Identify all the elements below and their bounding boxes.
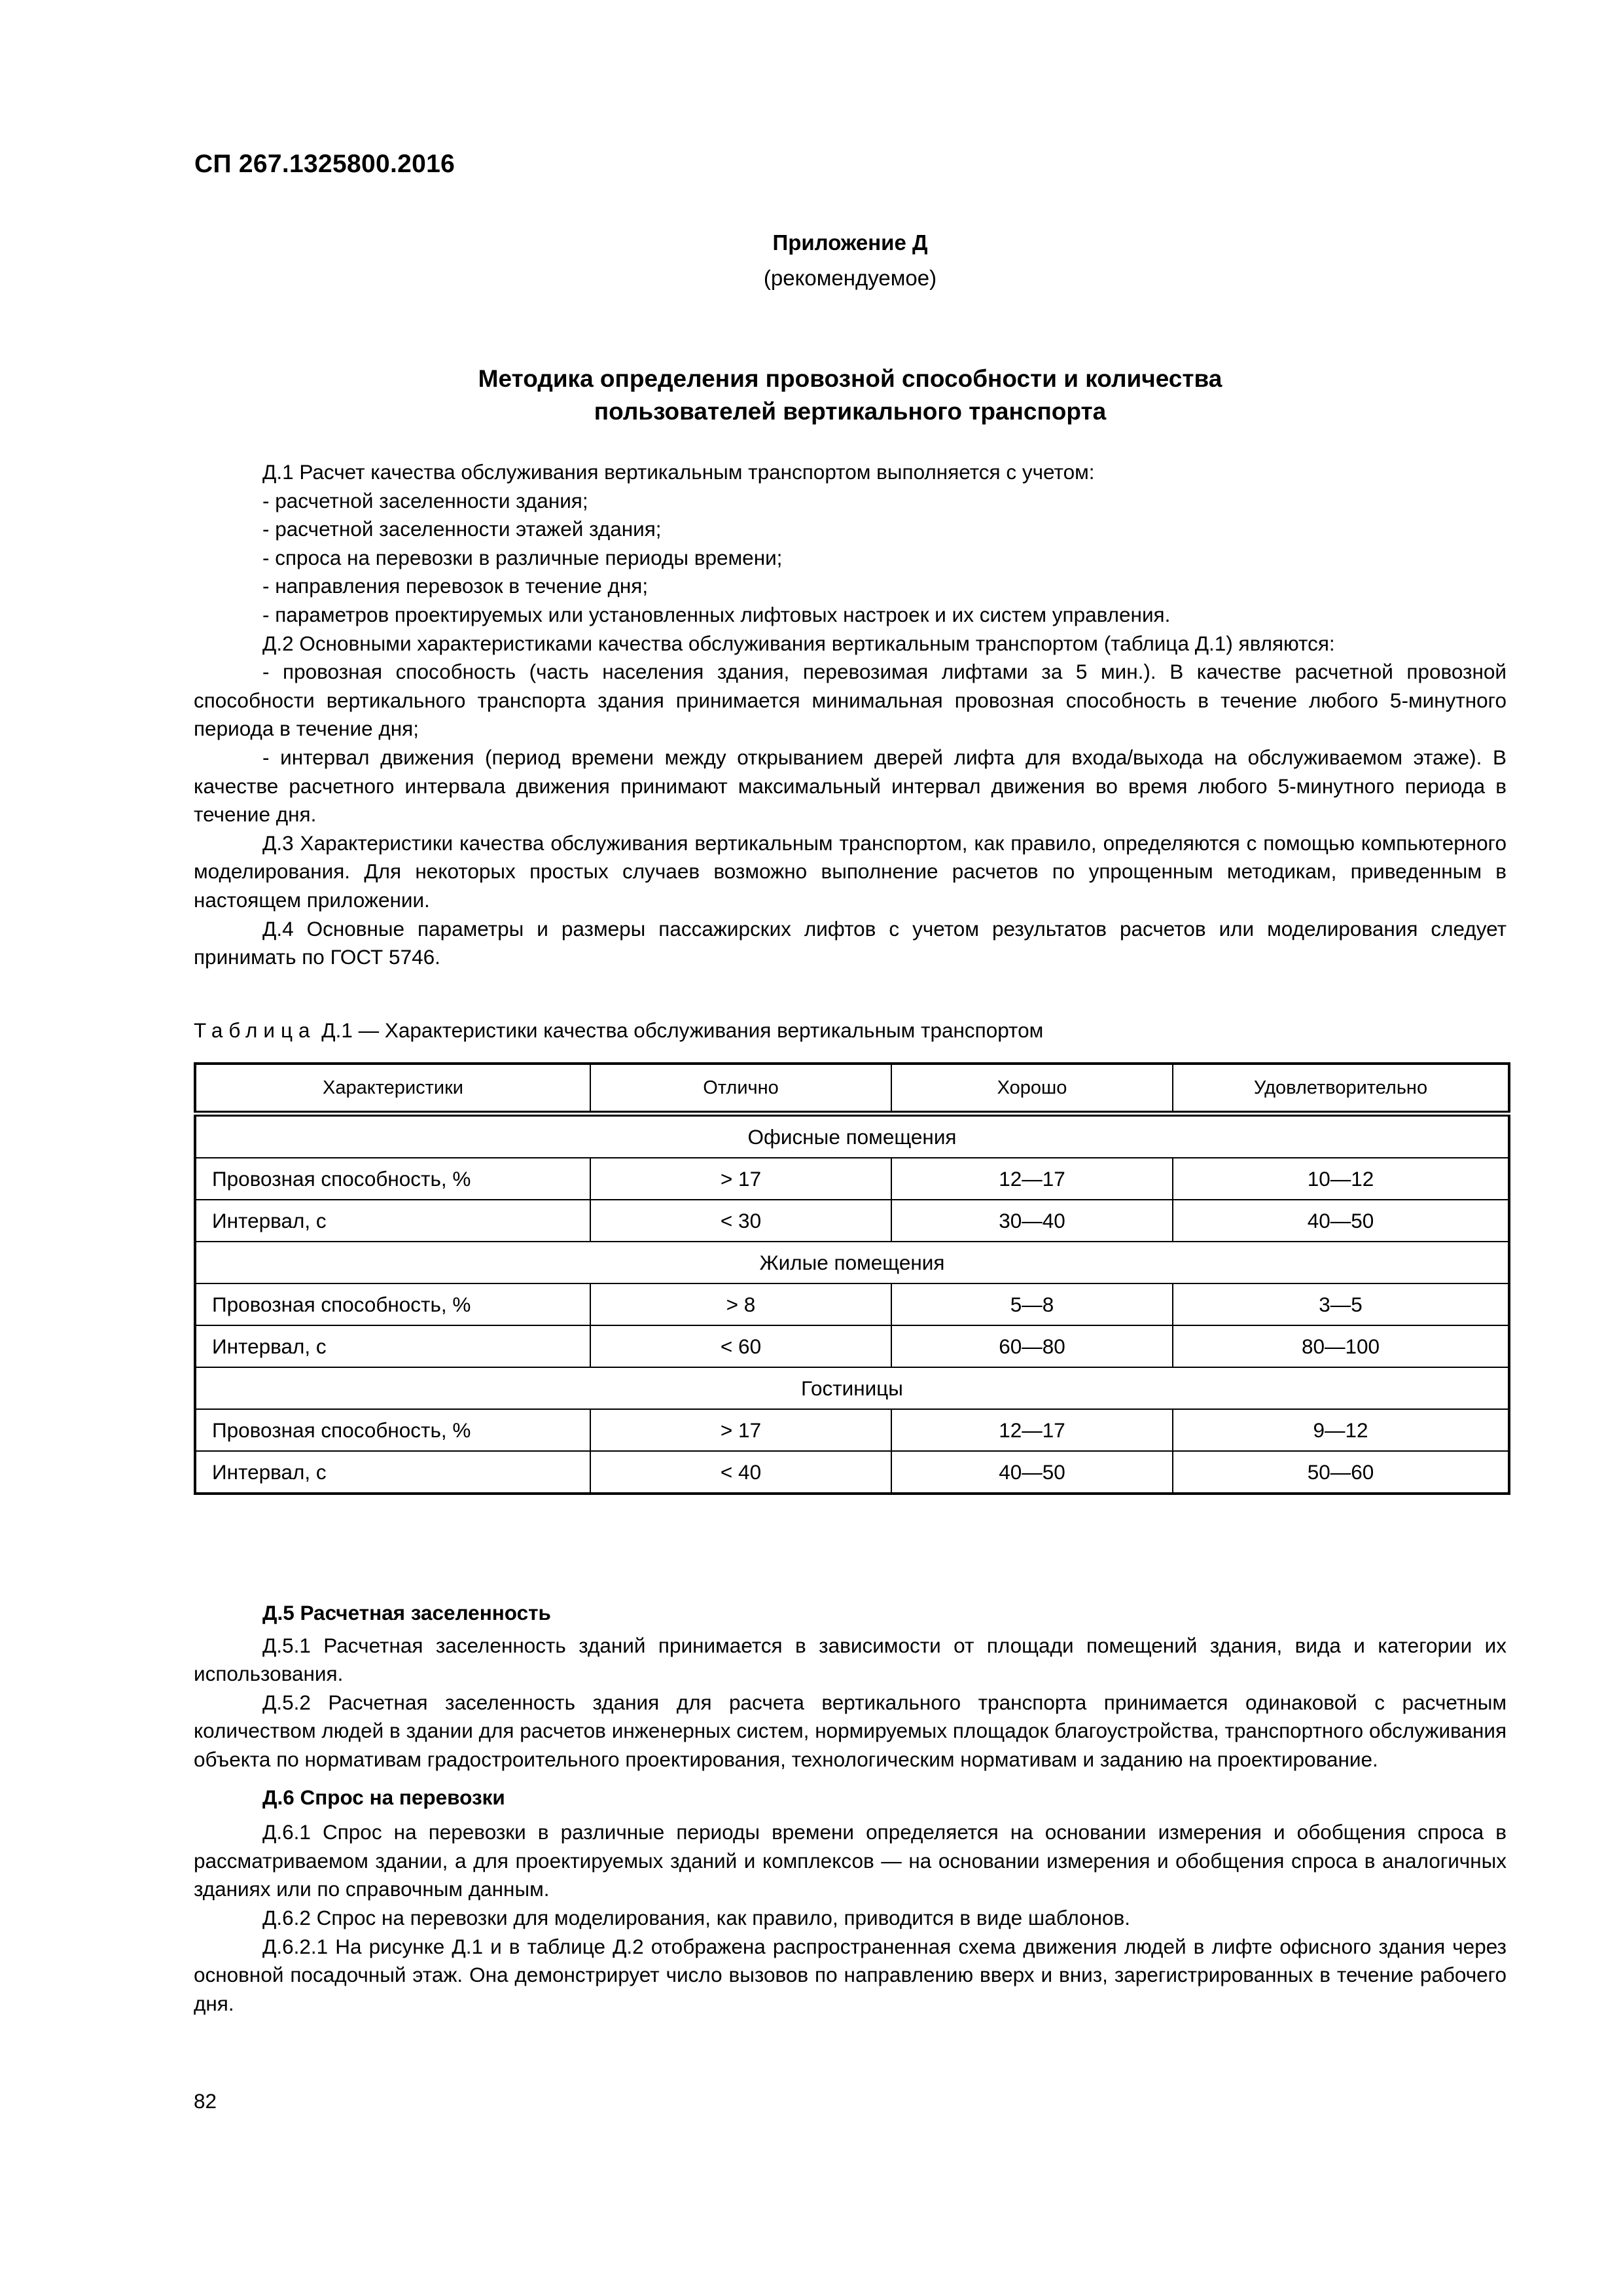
body-sections-d1-d4 [194, 458, 1507, 972]
cell-good: 12—17 [891, 1409, 1173, 1451]
body-sections-d5-d6 [194, 1599, 1507, 2018]
column-header: Хорошо [891, 1064, 1173, 1114]
cell-satisfactory: 50—60 [1173, 1451, 1509, 1494]
annex-title: Приложение Д [772, 230, 928, 255]
cell-good: 30—40 [891, 1200, 1173, 1242]
section-title-residential: Жилые помещения [195, 1242, 1509, 1283]
table-row [195, 1158, 1509, 1200]
list-item: - параметров проектируемых или установленных лифтовых настроек и их систем управления. [262, 602, 1171, 626]
table-row [195, 1451, 1509, 1494]
cell-characteristic: Интервал, с [195, 1451, 590, 1494]
page-number: 82 [194, 2089, 217, 2113]
table-header-row [195, 1064, 1509, 1114]
paragraph-d2-interval: - интервал движения (период времени между открыванием дверей лифта для входа/выхода на обслуживаемом этаже). В качестве расчетного интервала движения принимают максимальный интервал движения во время любого 5-минутного периода в течение дня. [194, 745, 1507, 827]
table-section-row [195, 1114, 1509, 1158]
cell-characteristic: Интервал, с [195, 1200, 590, 1242]
list-item: - направления перевозок в течение дня; [262, 574, 649, 598]
paragraph-d5-2: Д.5.2 Расчетная заселенность здания для расчета вертикального транспорта принимается одинаковой с расчетным количеством людей в здании для расчетов инженерных систем, нормируемых площадок благоустройства, транспортного обслуживания объекта по нормативам градостроительного проектирования, технологическим нормативам и заданию на проектирование. [194, 1690, 1507, 1771]
section-heading-d5: Д.5 Расчетная заселенность [262, 1601, 551, 1624]
cell-characteristic: Интервал, с [195, 1325, 590, 1367]
cell-characteristic: Провозная способность, % [195, 1283, 590, 1325]
table-caption-label: Таблица [194, 1018, 316, 1042]
annex-status: (рекомендуемое) [763, 266, 937, 290]
paragraph-d5-1: Д.5.1 Расчетная заселенность зданий принимается в зависимости от площади помещений здания, вида и категории их использования. [194, 1633, 1507, 1686]
cell-excellent: > 17 [590, 1158, 891, 1200]
cell-satisfactory: 10—12 [1173, 1158, 1509, 1200]
cell-good: 40—50 [891, 1451, 1173, 1494]
cell-satisfactory: 9—12 [1173, 1409, 1509, 1451]
cell-good: 12—17 [891, 1158, 1173, 1200]
page-title [194, 363, 1507, 428]
section-title-office: Офисные помещения [195, 1114, 1509, 1158]
column-header: Отлично [590, 1064, 891, 1114]
paragraph-d4: Д.4 Основные параметры и размеры пассажирских лифтов с учетом результатов расчетов или моделирования следует принимать по ГОСТ 5746. [194, 916, 1507, 969]
paragraph-d2-capacity: - провозная способность (часть населения здания, перевозимая лифтами за 5 мин.). В качестве расчетной провозной способности вертикального транспорта здания принимается минимальная провозная способность в течение любого 5-минутного периода в течение дня; [194, 660, 1507, 741]
paragraph-d2-intro: Д.2 Основными характеристиками качества обслуживания вертикальным транспортом (таблица Д.1) являются: [262, 631, 1335, 655]
table-row [195, 1200, 1509, 1242]
table-d1 [194, 1062, 1510, 1495]
section-heading-d6: Д.6 Спрос на перевозки [262, 1785, 505, 1809]
list-item: - расчетной заселенности здания; [262, 488, 588, 512]
column-header: Характеристики [195, 1064, 590, 1114]
column-header: Удовлетворительно [1173, 1064, 1509, 1114]
cell-satisfactory: 40—50 [1173, 1200, 1509, 1242]
cell-satisfactory: 3—5 [1173, 1283, 1509, 1325]
cell-characteristic: Провозная способность, % [195, 1409, 590, 1451]
list-item: - расчетной заселенности этажей здания; [262, 517, 662, 541]
section-title-hotels: Гостиницы [195, 1367, 1509, 1409]
cell-good: 5—8 [891, 1283, 1173, 1325]
cell-good: 60—80 [891, 1325, 1173, 1367]
paragraph-d6-1: Д.6.1 Спрос на перевозки в различные периоды времени определяется на основании измерения и обобщения спроса в рассматриваемом здании, а для проектируемых зданий и комплексов — на основании измерения и обобщения спроса в аналогичных зданиях или по справочным данным. [194, 1820, 1507, 1901]
cell-excellent: < 40 [590, 1451, 891, 1494]
cell-characteristic: Провозная способность, % [195, 1158, 590, 1200]
paragraph-d6-2: Д.6.2 Спрос на перевозки для моделирования, как правило, приводится в виде шаблонов. [262, 1905, 1130, 1929]
document-code: СП 267.1325800.2016 [194, 150, 455, 178]
paragraph-d6-2-1: Д.6.2.1 На рисунке Д.1 и в таблице Д.2 отображена распространенная схема движения людей в лифте офисного здания через основной посадочный этаж. Она демонстрирует число вызовов по направлению вверх и вниз, зарегистрированных в течение рабочего дня. [194, 1934, 1507, 2015]
page-title-line-1: Методика определения провозной способности и количества [478, 365, 1222, 392]
table-section-row [195, 1367, 1509, 1409]
table-section-row [195, 1242, 1509, 1283]
cell-excellent: < 60 [590, 1325, 891, 1367]
table-row [195, 1409, 1509, 1451]
table-caption [194, 1018, 1507, 1043]
paragraph-d1-intro: Д.1 Расчет качества обслуживания вертикальным транспортом выполняется с учетом: [262, 460, 1095, 484]
page-title-line-2: пользователей вертикального транспорта [594, 398, 1107, 425]
table-row [195, 1325, 1509, 1367]
table-caption-text: Д.1 — Характеристики качества обслуживания вертикальным транспортом [321, 1018, 1044, 1042]
cell-excellent: > 17 [590, 1409, 891, 1451]
list-item: - спроса на перевозки в различные периоды времени; [262, 545, 783, 569]
paragraph-d3: Д.3 Характеристики качества обслуживания вертикальным транспортом, как правило, определяются с помощью компьютерного моделирования. Для некоторых простых случаев возможно выполнение расчетов по упрощенным методикам, приведенным в настоящем приложении. [194, 831, 1507, 912]
cell-excellent: > 8 [590, 1283, 891, 1325]
cell-excellent: < 30 [590, 1200, 891, 1242]
table-row [195, 1283, 1509, 1325]
cell-satisfactory: 80—100 [1173, 1325, 1509, 1367]
